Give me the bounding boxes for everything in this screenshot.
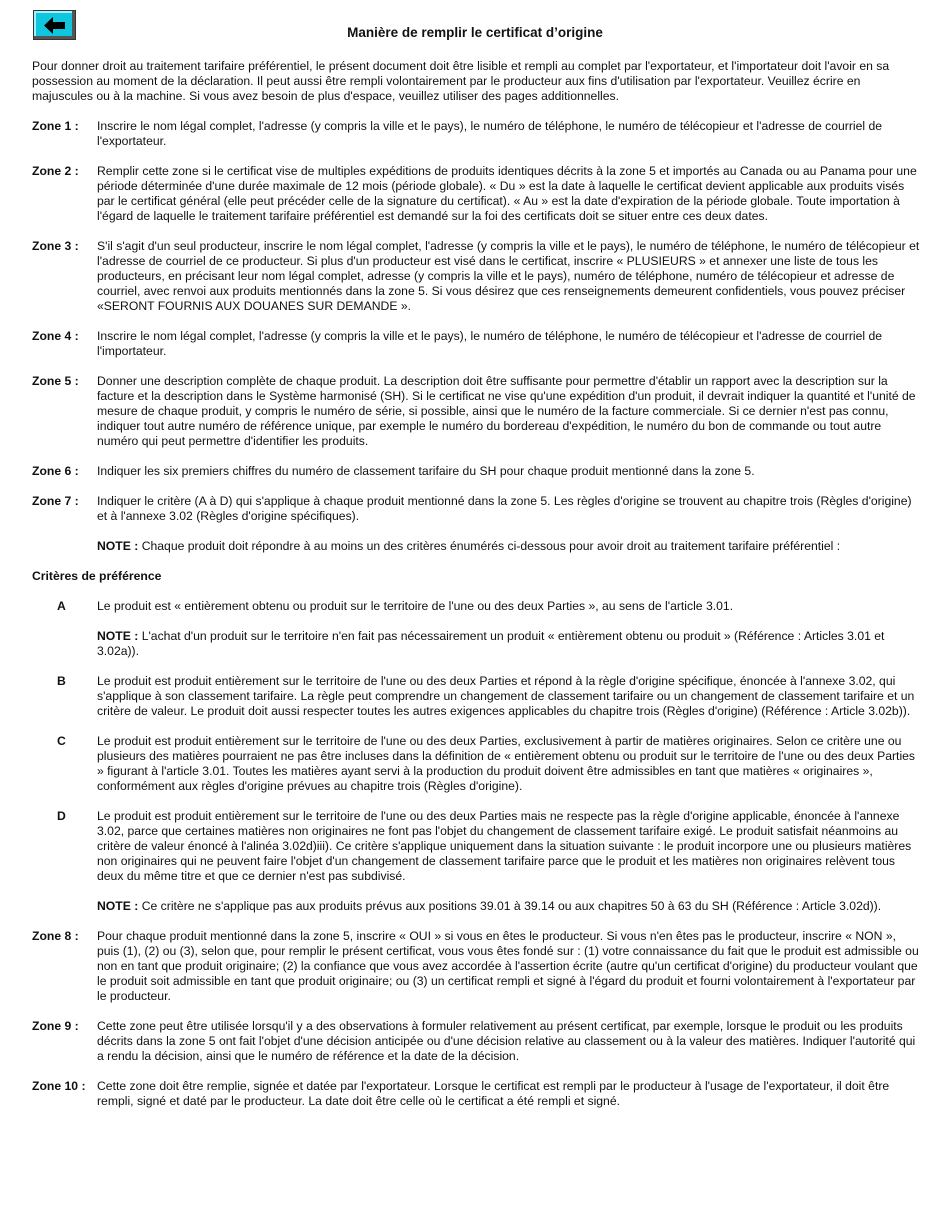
zone-label: Zone 4 :: [32, 329, 79, 343]
note-label: NOTE :: [97, 629, 139, 643]
criterion-text: Le produit est produit entièrement sur le territoire de l'une ou des deux Parties et répond à la règle d'origine spécifique, énoncée à l'annexe 3.02, qui s'applique à son classement tarifaire. La règle peut comprendre un changement de classement tarifaire ou un changement de classement tarifaire et un critère de valeur. Le produit doit aussi respecter toutes les autres exigences applicables du chapitre trois (Règles d'origine) (Référence : Article 3.02b)).: [97, 674, 915, 718]
criterion-d-note: [97, 899, 920, 914]
zone-label: Zone 5 :: [32, 374, 79, 388]
criterion-letter: C: [57, 734, 66, 748]
criterion-letter: D: [57, 809, 66, 823]
zone-text: Cette zone peut être utilisée lorsqu'il y a des observations à formuler relativement au présent certificat, par exemple, lorsque le produit ou les produits décrits dans la zone 5 ont fait l'objet d'une décision anticipée ou d'une décision relative au classement ou à la valeur des matières. Indiquer l'autorité qui a rendu la décision, ainsi que le numéro de référence et la date de la décision.: [97, 1019, 916, 1063]
criteria-title: Critères de préférence: [32, 569, 162, 583]
zone-8: [32, 929, 920, 1004]
note-label: NOTE :: [97, 899, 139, 913]
criterion-text: Le produit est « entièrement obtenu ou produit sur le territoire de l'une ou des deux Parties », au sens de l'article 3.01.: [97, 599, 734, 613]
zone-text: Pour chaque produit mentionné dans la zone 5, inscrire « OUI » si vous en êtes le producteur. Si vous n'en êtes pas le producteur, inscrire « NON », puis (1), (2) ou (3), selon que, pour remplir le présent certificat, vous vous êtes fondé sur : (1) votre connaissance du fait que le produit est admissible ou non en tant que produit originaire; (2) la confiance que vous avez accordée à l'assertion écrite (autre qu'un certificat d'origine) du producteur voulant que le produit soit admissible en tant que produit originaire; ou (3) un certificat rempli et signé à l'égard du produit et fourni volontairement à l'exportateur par le producteur.: [97, 929, 919, 1003]
zone-label: Zone 3 :: [32, 239, 79, 253]
zone-10: [32, 1079, 920, 1109]
criterion-d: [32, 809, 920, 884]
zone-text: Remplir cette zone si le certificat vise de multiples expéditions de produits identiques décrits à la zone 5 et importés au Canada ou au Panama pour une période déterminée d'une durée maximale de 12 mois (période globale). « Du » est la date à laquelle le certificat devient applicable aux produits visés par le certificat général (elle peut précéder celle de la signature du certificat). « Au » est la date d'expiration de la période globale. Toute importation à l'égard de laquelle le traitement tarifaire préférentiel est demandé sur la foi des certificats doit se situer entre ces deux dates.: [97, 164, 917, 223]
note-text: L'achat d'un produit sur le territoire n'en fait pas nécessairement un produit « entièrement obtenu ou produit » (Référence : Articles 3.01 et 3.02a)).: [97, 629, 885, 658]
zone-text: Donner une description complète de chaque produit. La description doit être suffisante pour permettre d'établir un rapport avec la description sur la facture et la description dans le Système harmonisé (SH). Si le certificat ne vise qu'une expédition d'un produit, il devrait indiquer la quantité et l'unité de mesure de chaque produit, y compris le numéro de série, si possible, ainsi que le numéro de la facture commerciale. Si ce dernier n'est pas connu, indiquer tout autre numéro de référence unique, par exemple le numéro du bordereau d'expédition, le numéro du bon de commande ou tout autre numéro qui peut permettre d'identifier les produits.: [97, 374, 916, 448]
note-text: Chaque produit doit répondre à au moins un des critères énumérés ci-dessous pour avoir droit au traitement tarifaire préférentiel :: [138, 539, 841, 553]
zone-7: [32, 494, 920, 524]
criterion-text: Le produit est produit entièrement sur le territoire de l'une ou des deux Parties, exclusivement à partir de matières originaires. Selon ce critère une ou plusieurs des matières pourraient ne pas être incluses dans la définition de « entièrement obtenu ou produit sur le territoire de l'une ou des deux Parties » figurant à l'article 3.01. Toutes les matières ayant servi à la production du produit doivent être admissibles en tant que matières « originaires », conformément aux règles d'origine prévues au chapitre trois (Règles d'origine).: [97, 734, 916, 793]
zone-text: Inscrire le nom légal complet, l'adresse (y compris la ville et le pays), le numéro de téléphone, le numéro de télécopieur et l'adresse de courriel de l'exportateur.: [97, 119, 883, 148]
page-title: Manière de remplir le certificat d’origine: [347, 25, 603, 40]
zone-label: Zone 10 :: [32, 1079, 86, 1093]
criterion-text: Le produit est produit entièrement sur le territoire de l'une ou des deux Parties mais ne respecte pas la règle d'origine applicable, énoncée à l'annexe 3.02, parce que certaines matières non originaires ne font pas l'objet du changement de classement tarifaire exigé. Le produit satisfait néanmoins au critère de valeur énoncé à l'alinéa 3.02d)iii). Ce critère s'applique uniquement dans la situation suivante : le produit incorpore une ou plusieurs matières non originaires qui ne peuvent faire l'objet d'un changement de classement tarifaire parce que le produit et les matières non originaires relèvent tous deux du même titre et que ce dernier n'est pas subdivisé.: [97, 809, 912, 883]
zone-text: Indiquer le critère (A à D) qui s'applique à chaque produit mentionné dans la zone 5. Les règles d'origine se trouvent au chapitre trois (Règles d'origine) et à l'annexe 3.02 (Règles d'origine spécifiques).: [97, 494, 912, 523]
note-text: Ce critère ne s'applique pas aux produits prévus aux positions 39.01 à 39.14 ou aux chapitres 50 à 63 du SH (Référence : Article 3.02d)).: [138, 899, 882, 913]
zone-text: Indiquer les six premiers chiffres du numéro de classement tarifaire du SH pour chaque produit mentionné dans la zone 5.: [97, 464, 755, 478]
note-label: NOTE :: [97, 539, 139, 553]
criterion-a: [32, 599, 920, 614]
zone-label: Zone 2 :: [32, 164, 79, 178]
intro-paragraph: Pour donner droit au traitement tarifaire préférentiel, le présent document doit être lisible et rempli au complet par l'exportateur, et l'importateur doit l'avoir en sa possession au moment de la déclaration. Il peut aussi être rempli volontairement par le producteur aux fins d'utilisation par l'exportateur. Veuillez écrire en majuscules ou à la machine. Si vous avez besoin de plus d'espace, veuillez utiliser des pages additionnelles.: [32, 59, 890, 103]
zone-label: Zone 9 :: [32, 1019, 79, 1033]
zone-text: Cette zone doit être remplie, signée et datée par l'exportateur. Lorsque le certificat est rempli par le producteur à l'usage de l'exportateur, il doit être rempli, signé et daté par le producteur. La date doit être celle où le certificat a été rempli et signé.: [97, 1079, 890, 1108]
zone-7-note: [97, 539, 920, 554]
zone-5: [32, 374, 920, 449]
zone-label: Zone 8 :: [32, 929, 79, 943]
criterion-letter: B: [57, 674, 66, 688]
zone-label: Zone 1 :: [32, 119, 79, 133]
zone-label: Zone 6 :: [32, 464, 79, 478]
zone-9: [32, 1019, 920, 1064]
zone-label: Zone 7 :: [32, 494, 79, 508]
criterion-letter: A: [57, 599, 66, 613]
zone-1: [32, 119, 920, 149]
zone-3: [32, 239, 920, 314]
instructions-body: [32, 59, 920, 1124]
criterion-a-note: [97, 629, 920, 659]
zone-text: S'il s'agit d'un seul producteur, inscrire le nom légal complet, l'adresse (y compris la ville et le pays), le numéro de téléphone, le numéro de télécopieur et l'adresse de courriel de ce producteur. Si plus d'un producteur est visé dans le certificat, inscrire « PLUSIEURS » et annexer une liste de tous les producteurs, en précisant leur nom légal complet, adresse (y compris la ville et le pays), numéro de téléphone, numéro de télécopieur et adresse de courriel, avec renvoi aux produits mentionnés dans la zone 5. Si vous désirez que ces renseignements demeurent confidentiels, vous pouvez préciser «SERONT FOURNIS AUX DOUANES SUR DEMANDE ».: [97, 239, 920, 313]
criterion-b: [32, 674, 920, 719]
zone-6: [32, 464, 920, 479]
zone-2: [32, 164, 920, 224]
zone-4: [32, 329, 920, 359]
zone-text: Inscrire le nom légal complet, l'adresse (y compris la ville et le pays), le numéro de téléphone, le numéro de télécopieur et l'adresse de courriel de l'importateur.: [97, 329, 883, 358]
criterion-c: [32, 734, 920, 794]
